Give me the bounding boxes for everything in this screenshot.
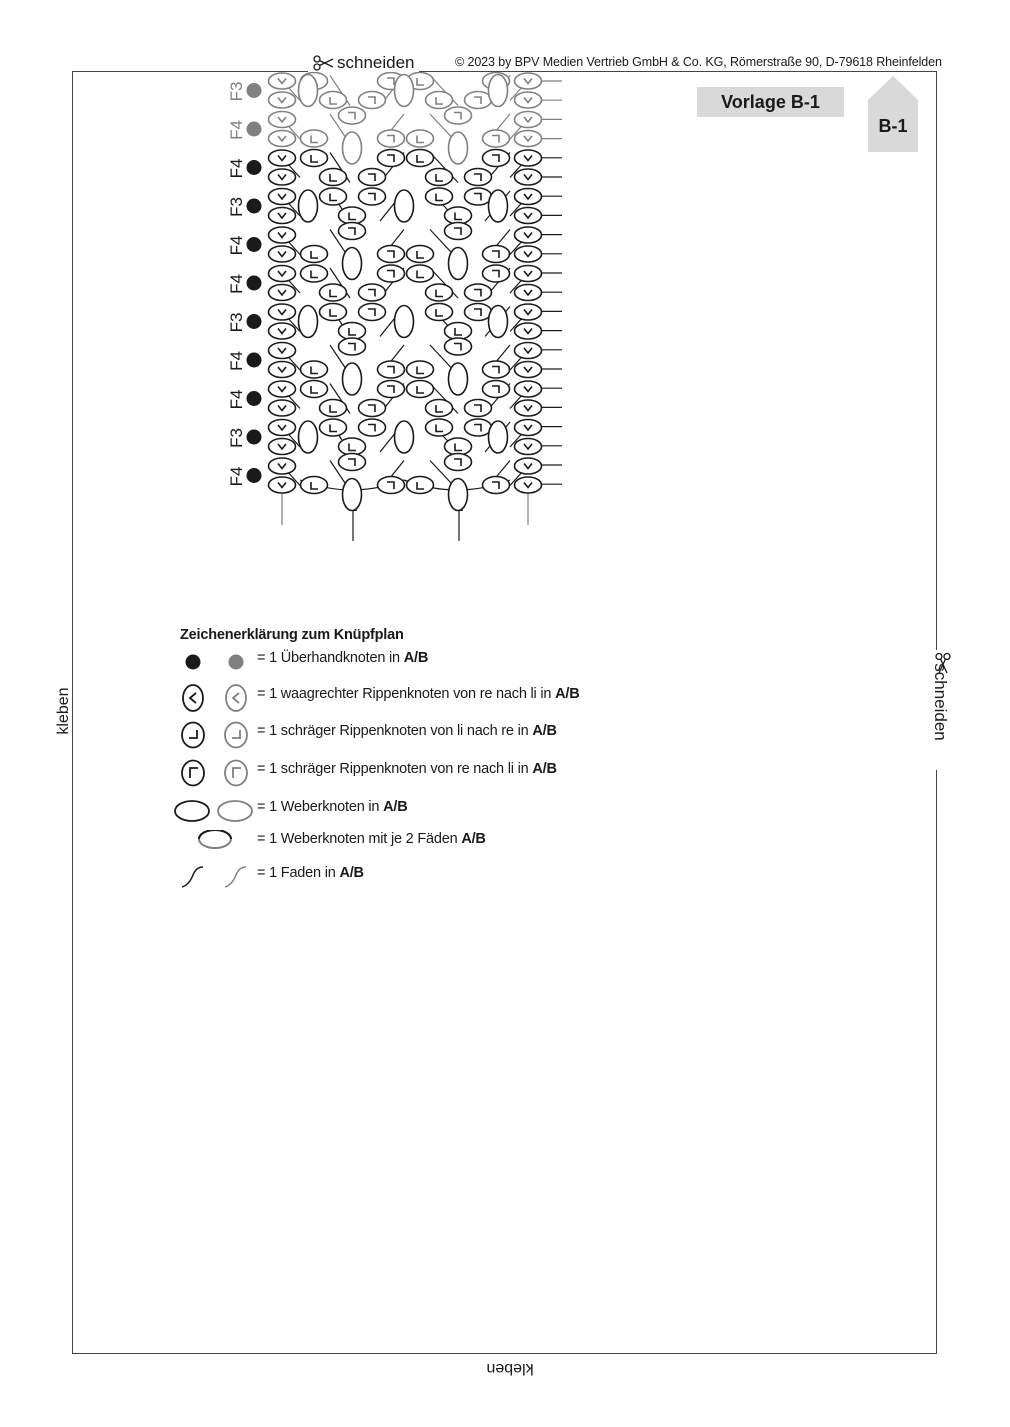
- horizontal-rib-knot: [515, 227, 542, 243]
- legend-item-weaver-knot: [0, 797, 700, 831]
- diagonal-rib-knot-lr: [426, 419, 453, 436]
- row-label: F4: [227, 120, 246, 140]
- diagonal-rib-knot-lr: [339, 323, 366, 340]
- left-glue-label: kleben: [55, 687, 72, 735]
- horizontal-rib-knot: [515, 246, 542, 262]
- overhand-knot-dot: [247, 199, 262, 214]
- template-badge: Vorlage B-1: [697, 87, 844, 117]
- horizontal-rib-knot: [269, 246, 296, 262]
- rib-oval: [182, 761, 204, 786]
- right-cut-label: schneiden: [931, 663, 950, 741]
- diagonal-rib-knot-rl: [465, 284, 492, 301]
- weaver-knot-2-icon: [0, 830, 256, 864]
- row-label: F4: [227, 389, 246, 410]
- diagonal-rib-knot-rl: [378, 246, 405, 263]
- diagonal-rib-knot-rl: [483, 477, 510, 494]
- legend-text: [257, 829, 486, 849]
- copyright-notice: © 2023 by BPV Medien Vertrieb GmbH & Co. KG, Römerstraße 90, D-79618 Rheinfelden: [455, 55, 942, 69]
- legend-bold-suffix: A/B: [383, 799, 408, 815]
- diagonal-rib-knot-lr: [426, 284, 453, 301]
- horizontal-rib-knot: [269, 92, 296, 108]
- horizontal-rib-knot: [515, 73, 542, 89]
- horizontal-rib-knot: [515, 458, 542, 474]
- horizontal-rib-knot: [269, 362, 296, 378]
- legend-text: [257, 797, 408, 817]
- weaver-knot: [299, 421, 318, 453]
- weaver-oval: [175, 801, 209, 821]
- horizontal-rib-knot: [269, 458, 296, 474]
- weaver-knot: [489, 190, 508, 222]
- weaver-knot: [299, 75, 318, 107]
- diagonal-rib-knot-rl: [465, 304, 492, 321]
- diagonal-rib-knot-rl: [483, 150, 510, 167]
- diagonal-rib-knot-lr: [320, 188, 347, 205]
- legend-item-horizontal-rib: [0, 684, 700, 718]
- horizontal-rib-knot: [515, 189, 542, 205]
- diagonal-rib-knot-lr: [407, 477, 434, 494]
- legend-description: = 1 waagrechter Rippenknoten von re nach li in: [257, 686, 556, 702]
- weaver-knot: [343, 363, 362, 395]
- diagonal-rib-lr-icon: [0, 721, 256, 755]
- overhand-knot-dot: [247, 160, 262, 175]
- legend-description: = 1 Weberknoten mit je 2 Fäden: [257, 831, 462, 847]
- legend-bold-suffix: A/B: [461, 831, 486, 847]
- diagonal-rib-knot-lr: [407, 361, 434, 378]
- diagonal-rib-knot-lr: [301, 150, 328, 167]
- horizontal-rib-knot: [269, 304, 296, 320]
- legend-item-overhand-knot: [0, 650, 700, 684]
- overhand-knot-dot: [247, 468, 262, 483]
- horizontal-rib-knot: [269, 208, 296, 224]
- horizontal-rib-knot: [515, 208, 542, 224]
- overhand-knot-dot: [247, 314, 262, 329]
- row-label: F3: [227, 312, 246, 333]
- weaver-knot: [489, 75, 508, 107]
- overhand-knot-dot: [247, 430, 262, 445]
- horizontal-rib-knot: [269, 343, 296, 359]
- diagonal-rib-knot-lr: [407, 381, 434, 398]
- horizontal-rib-knot: [515, 131, 542, 147]
- horizontal-rib-knot: [269, 439, 296, 455]
- top-cut-label: schneiden: [337, 53, 415, 72]
- legend-item-diagonal-rib-lr: [0, 721, 700, 755]
- horizontal-rib-knot: [515, 92, 542, 108]
- diagonal-rib-knot-rl: [465, 92, 492, 109]
- legend-item-diagonal-rib-rl: [0, 759, 700, 793]
- diagonal-rib-knot-rl: [378, 381, 405, 398]
- row-label: F3: [227, 428, 246, 448]
- legend-text: [257, 721, 557, 741]
- diagonal-rib-knot-lr: [407, 265, 434, 282]
- diagonal-rib-knot-rl: [445, 107, 472, 124]
- horizontal-rib-knot: [515, 323, 542, 339]
- weaver-knot: [489, 306, 508, 338]
- legend-title: Zeichenerklärung zum Knüpfplan: [180, 627, 404, 643]
- diagonal-rib-knot-lr: [426, 92, 453, 109]
- diagonal-rib-knot-rl: [445, 454, 472, 471]
- diagonal-rib-knot-rl: [359, 419, 386, 436]
- diagonal-rib-knot-lr: [445, 438, 472, 455]
- horizontal-rib-icon: [0, 684, 256, 718]
- diagonal-rib-knot-rl: [483, 130, 510, 147]
- legend-bold-suffix: A/B: [403, 650, 429, 666]
- thread-stroke: [182, 867, 203, 887]
- rib-oval: [182, 723, 204, 748]
- horizontal-rib-knot: [269, 169, 296, 185]
- diagonal-rib-knot-rl: [359, 284, 386, 301]
- horizontal-rib-knot: [515, 381, 542, 397]
- weaver-knot: [395, 190, 414, 222]
- weaver-knot: [395, 421, 414, 453]
- diagonal-rib-knot-lr: [320, 419, 347, 436]
- horizontal-rib-knot: [269, 420, 296, 436]
- diagonal-rib-knot-rl: [483, 361, 510, 378]
- diagonal-rib-knot-rl: [359, 400, 386, 417]
- diagonal-rib-knot-lr: [426, 169, 453, 186]
- diagonal-rib-knot-rl: [483, 246, 510, 263]
- weaver-knot: [299, 306, 318, 338]
- diagonal-rib-knot-lr: [320, 169, 347, 186]
- diagonal-rib-knot-rl: [465, 400, 492, 417]
- weaver-knot: [343, 248, 362, 280]
- diagonal-rib-knot-rl: [378, 150, 405, 167]
- horizontal-rib-knot: [515, 304, 542, 320]
- thread-icon: [0, 863, 256, 897]
- weaver-knot: [395, 75, 414, 107]
- legend-description: = 1 schräger Rippenknoten von li nach re in: [257, 723, 533, 739]
- horizontal-rib-knot: [515, 420, 542, 436]
- overhand-knot-dot: [247, 83, 262, 98]
- thread-stroke: [225, 867, 246, 887]
- legend-text: [257, 684, 579, 704]
- legend-description: = 1 Faden in: [257, 865, 340, 881]
- horizontal-rib-knot: [515, 400, 542, 416]
- weaver-knot: [449, 479, 468, 511]
- diagonal-rib-knot-rl: [339, 223, 366, 240]
- diagonal-rib-knot-lr: [320, 304, 347, 321]
- diagonal-rib-knot-lr: [445, 323, 472, 340]
- horizontal-rib-knot: [269, 477, 296, 493]
- weaver-knot: [343, 132, 362, 164]
- horizontal-rib-knot: [515, 362, 542, 378]
- row-label: F4: [227, 466, 246, 487]
- horizontal-rib-knot: [515, 112, 542, 128]
- diagonal-rib-knot-lr: [339, 207, 366, 224]
- diagonal-rib-knot-rl: [378, 130, 405, 147]
- weaver-knot-icon: [0, 797, 256, 831]
- diagonal-rib-knot-rl: [359, 304, 386, 321]
- diagonal-rib-knot-lr: [301, 246, 328, 263]
- legend-item-weaver-knot-2: [0, 830, 700, 864]
- legend-description: = 1 Weberknoten in: [257, 799, 384, 815]
- weaver-knot: [299, 190, 318, 222]
- overhand-knot-icon: [0, 650, 256, 684]
- horizontal-rib-knot: [269, 150, 296, 166]
- overhand-knot-dot: [247, 276, 262, 291]
- diagonal-rib-knot-lr: [320, 284, 347, 301]
- weaver-knot: [489, 421, 508, 453]
- horizontal-rib-knot: [515, 150, 542, 166]
- diagonal-rib-knot-lr: [426, 400, 453, 417]
- diagonal-rib-knot-rl: [339, 338, 366, 355]
- diagonal-rib-knot-lr: [301, 477, 328, 494]
- horizontal-rib-knot: [269, 400, 296, 416]
- row-label: F3: [227, 197, 246, 217]
- legend-bold-suffix: A/B: [532, 723, 557, 739]
- horizontal-rib-knot: [269, 112, 296, 128]
- overhand-knot-dot: [247, 391, 262, 406]
- horizontal-rib-knot: [515, 343, 542, 359]
- horizontal-rib-knot: [269, 323, 296, 339]
- weaver-knot: [449, 363, 468, 395]
- row-label: F3: [227, 81, 246, 102]
- page-tab-label: B-1: [878, 116, 908, 136]
- rib-oval: [226, 685, 246, 711]
- row-label: F4: [227, 235, 246, 256]
- diagonal-rib-knot-rl: [483, 265, 510, 282]
- diagonal-rib-knot-rl: [483, 381, 510, 398]
- row-label: F4: [227, 158, 246, 179]
- diagonal-rib-knot-lr: [301, 265, 328, 282]
- knotting-pattern: [220, 72, 580, 544]
- row-label: F4: [227, 274, 246, 294]
- diagonal-rib-knot-rl: [465, 188, 492, 205]
- legend-bold-suffix: A/B: [532, 761, 557, 777]
- diagonal-rib-knot-lr: [320, 92, 347, 109]
- diagonal-rib-knot-lr: [407, 150, 434, 167]
- legend-description: = 1 Überhandknoten in: [257, 650, 404, 666]
- diagonal-rib-knot-rl: [378, 361, 405, 378]
- overhand-knot-dot: [247, 353, 262, 368]
- diagonal-rib-knot-lr: [339, 438, 366, 455]
- bottom-glue-label: kleben: [486, 1360, 534, 1377]
- overhand-knot-dot: [247, 122, 262, 137]
- diagonal-rib-knot-lr: [426, 188, 453, 205]
- row-label: F4: [227, 351, 246, 371]
- horizontal-rib-knot: [269, 189, 296, 205]
- diagonal-rib-knot-rl: [339, 107, 366, 124]
- diagonal-rib-knot-rl: [359, 188, 386, 205]
- horizontal-rib-knot: [269, 381, 296, 397]
- legend-bold-suffix: A/B: [339, 865, 364, 881]
- horizontal-rib-knot: [269, 131, 296, 147]
- legend-bold-suffix: A/B: [555, 686, 580, 702]
- diagonal-rib-knot-lr: [407, 130, 434, 147]
- rib-oval: [183, 685, 203, 711]
- diagonal-rib-rl-icon: [0, 759, 256, 793]
- diagonal-rib-knot-rl: [465, 169, 492, 186]
- horizontal-rib-knot: [515, 439, 542, 455]
- legend-text: [257, 863, 364, 883]
- diagonal-rib-knot-lr: [445, 207, 472, 224]
- horizontal-rib-knot: [515, 266, 542, 282]
- scissors-icon: [312, 54, 334, 72]
- horizontal-rib-knot: [515, 169, 542, 185]
- overhand-dot: [186, 655, 201, 670]
- diagonal-rib-knot-rl: [378, 477, 405, 494]
- diagonal-rib-knot-lr: [426, 304, 453, 321]
- weaver-oval: [218, 801, 252, 821]
- weaver-knot: [395, 306, 414, 338]
- legend-text: [257, 759, 557, 779]
- diagonal-rib-knot-rl: [445, 338, 472, 355]
- rib-oval: [225, 761, 247, 786]
- diagonal-rib-knot-lr: [301, 130, 328, 147]
- diagonal-rib-knot-rl: [359, 169, 386, 186]
- weaver-knot: [449, 248, 468, 280]
- legend-item-thread: [0, 863, 700, 897]
- horizontal-rib-knot: [515, 477, 542, 493]
- diagonal-rib-knot-lr: [301, 361, 328, 378]
- overhand-dot: [229, 655, 244, 670]
- legend-text: [257, 648, 428, 668]
- weaver-knot: [343, 479, 362, 511]
- diagonal-rib-knot-lr: [407, 246, 434, 263]
- diagonal-rib-knot-lr: [320, 400, 347, 417]
- horizontal-rib-knot: [269, 227, 296, 243]
- horizontal-rib-knot: [269, 266, 296, 282]
- pattern-knots: [227, 73, 562, 542]
- horizontal-rib-knot: [269, 73, 296, 89]
- diagonal-rib-knot-rl: [339, 454, 366, 471]
- diagonal-rib-knot-rl: [359, 92, 386, 109]
- horizontal-rib-knot: [269, 285, 296, 301]
- diagonal-rib-knot-rl: [465, 419, 492, 436]
- diagonal-rib-knot-rl: [378, 265, 405, 282]
- weaver-knot: [449, 132, 468, 164]
- diagonal-rib-knot-rl: [445, 223, 472, 240]
- diagonal-rib-knot-lr: [301, 381, 328, 398]
- rib-oval: [225, 723, 247, 748]
- overhand-knot-dot: [247, 237, 262, 252]
- legend-description: = 1 schräger Rippenknoten von re nach li in: [257, 761, 533, 777]
- horizontal-rib-knot: [515, 285, 542, 301]
